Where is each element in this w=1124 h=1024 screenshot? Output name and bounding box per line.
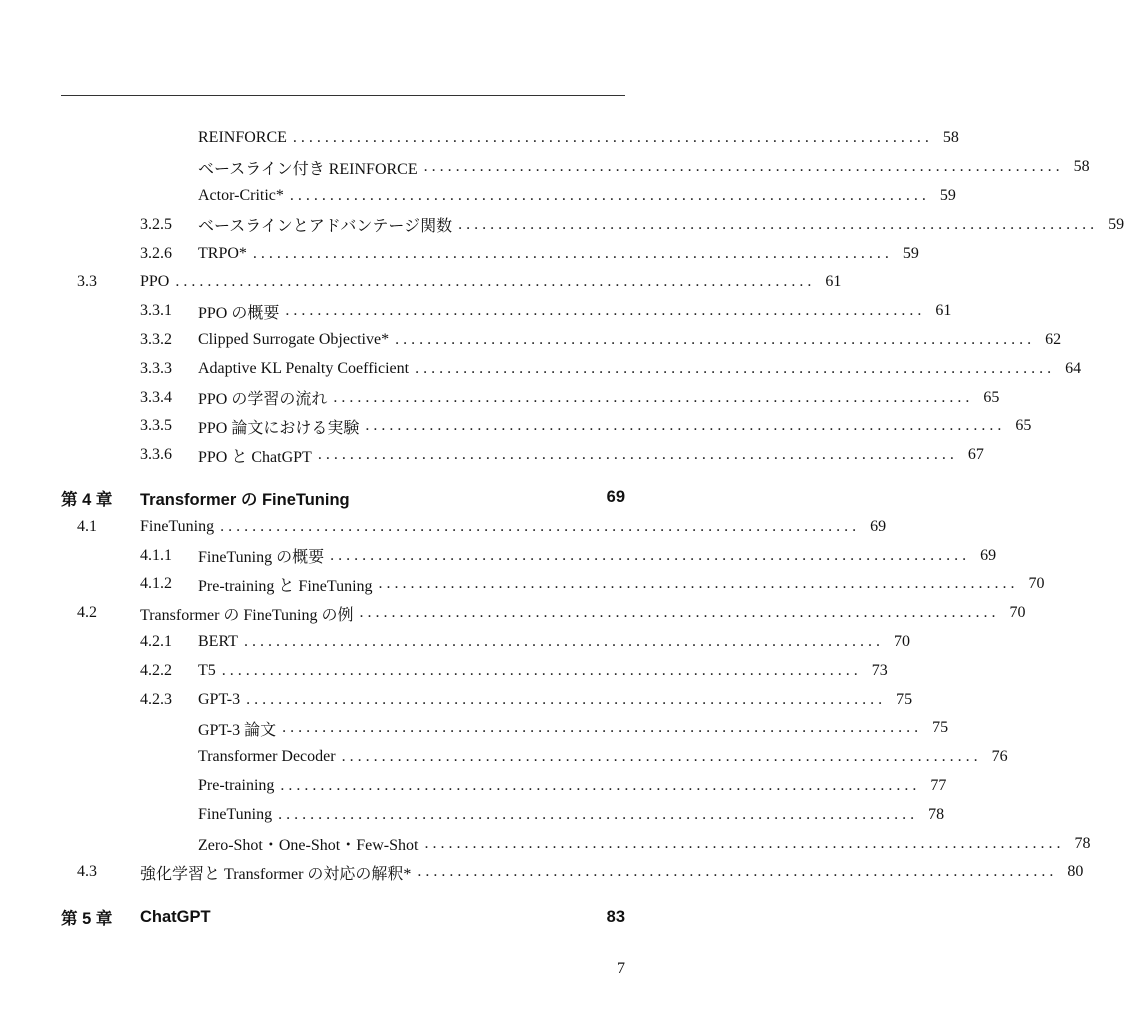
header-rule xyxy=(61,95,625,96)
toc-entry[interactable] xyxy=(61,714,949,743)
toc-entry-title: BERT xyxy=(198,632,238,650)
toc-entry-title: ChatGPT xyxy=(140,907,211,926)
toc-entry[interactable] xyxy=(61,800,945,829)
toc-entry-title: Pre-training と FineTuning xyxy=(198,577,373,595)
toc-entry-number: 3.2.5 xyxy=(140,215,172,233)
toc-entry-page: 64 xyxy=(1065,359,1082,377)
toc-entry-number: 第 5 章 xyxy=(61,910,113,929)
dot-leader: . . . . . . . . . . . . . . . . . . . . . . . . . . . . . . . . . . . . . . . . . . . . . . . . . . . . . . . . . . . . . . . . . . . . . . . . . . . . . . . . xyxy=(252,244,889,262)
toc-entry-page: 65 xyxy=(983,388,1000,406)
dot-leader: . . . . . . . . . . . . . . . . . . . . . . . . . . . . . . . . . . . . . . . . . . . . . . . . . . . . . . . . . . . . . . . . . . . . . . . . . . . . . . . . xyxy=(285,302,922,320)
toc-entry[interactable] xyxy=(61,441,984,470)
dot-leader: . . . . . . . . . . . . . . . . . . . . . . . . . . . . . . . . . . . . . . . . . . . . . . . . . . . . . . . . . . . . . . . . . . . . . . . . . . . . . . . . xyxy=(423,158,1060,176)
toc-entry-title: PPO の学習の流れ xyxy=(198,391,328,409)
dot-leader: . . . . . . . . . . . . . . . . . . . . . . . . . . . . . . . . . . . . . . . . . . . . . . . . . . . . . . . . . . . . . . . . . . . . . . . . . . . . . . . . xyxy=(341,748,978,766)
toc-entry-number: 4.2.3 xyxy=(140,690,172,708)
toc-entry-page: 58 xyxy=(1073,158,1090,176)
toc-entry-page: 62 xyxy=(1045,330,1062,348)
toc-entry-number: 4.1.1 xyxy=(140,546,172,564)
dot-leader: . . . . . . . . . . . . . . . . . . . . . . . . . . . . . . . . . . . . . . . . . . . . . . . . . . . . . . . . . . . . . . . . . . . . . . . . . . . . . . . . xyxy=(221,661,858,679)
toc-entry-page: 73 xyxy=(871,661,888,679)
toc-entry-page: 58 xyxy=(942,129,959,147)
toc-entry-number: 4.1.2 xyxy=(140,575,172,593)
toc-entry-page: 75 xyxy=(932,719,949,737)
toc-entry-title: Adaptive KL Penalty Coefficient xyxy=(198,359,410,377)
toc-entry-page: 70 xyxy=(1009,604,1026,622)
toc-entry-title: Transformer の FineTuning の例 xyxy=(140,606,354,624)
toc-entry[interactable] xyxy=(61,210,1124,239)
toc-entry-page: 61 xyxy=(825,273,842,291)
toc-entry[interactable] xyxy=(61,656,888,685)
toc-entry-title: Transformer の FineTuning xyxy=(140,490,350,509)
toc-entry-page: 65 xyxy=(1015,417,1032,435)
toc-entry-title: ベースライン付き REINFORCE xyxy=(198,160,418,178)
dot-leader: . . . . . . . . . . . . . . . . . . . . . . . . . . . . . . . . . . . . . . . . . . . . . . . . . . . . . . . . . . . . . . . . . . . . . . . . . . . . . . . . xyxy=(292,129,929,147)
dot-leader: . . . . . . . . . . . . . . . . . . . . . . . . . . . . . . . . . . . . . . . . . . . . . . . . . . . . . . . . . . . . . . . . . . . . . . . . . . . . . . . . xyxy=(424,834,1061,852)
table-of-contents xyxy=(61,124,1124,932)
dot-leader: . . . . . . . . . . . . . . . . . . . . . . . . . . . . . . . . . . . . . . . . . . . . . . . . . . . . . . . . . . . . . . . . . . . . . . . . . . . . . . . . xyxy=(365,417,1002,435)
toc-entry-number: 4.1 xyxy=(77,517,97,535)
toc-entry[interactable] xyxy=(61,124,959,153)
toc-entry-title: PPO xyxy=(140,273,170,291)
toc-entry-title: T5 xyxy=(198,661,216,679)
dot-leader: . . . . . . . . . . . . . . . . . . . . . . . . . . . . . . . . . . . . . . . . . . . . . . . . . . . . . . . . . . . . . . . . . . . . . . . . . . . . . . . . xyxy=(280,776,917,794)
toc-entry-number: 第 4 章 xyxy=(61,490,113,509)
toc-entry-title: FineTuning xyxy=(198,805,273,823)
toc-entry-number: 4.3 xyxy=(77,863,97,881)
toc-entry[interactable] xyxy=(61,858,1084,887)
toc-entry[interactable] xyxy=(61,153,1090,182)
toc-entry-page: 76 xyxy=(991,748,1008,766)
toc-chapter-entry[interactable] xyxy=(61,903,625,932)
toc-entry-title: GPT-3 xyxy=(198,690,241,708)
toc-entry[interactable] xyxy=(61,239,919,268)
toc-entry[interactable] xyxy=(61,772,947,801)
dot-leader: . . . . . . . . . . . . . . . . . . . . . . . . . . . . . . . . . . . . . . . . . . . . . . . . . . . . . . . . . . . . . . . . . . . . . . . . . . . . . . . . xyxy=(330,546,967,564)
toc-entry-page: 80 xyxy=(1067,863,1084,881)
dot-leader: . . . . . . . . . . . . . . . . . . . . . . . . . . . . . . . . . . . . . . . . . . . . . . . . . . . . . . . . . . . . . . . . . . . . . . . . . . . . . . . . xyxy=(317,446,954,464)
toc-entry-page: 78 xyxy=(928,805,945,823)
dot-leader: . . . . . . . . . . . . . . . . . . . . . . . . . . . . . . . . . . . . . . . . . . . . . . . . . . . . . . . . . . . . . . . . . . . . . . . . . . . . . . . . xyxy=(359,604,996,622)
toc-entry-number: 3.3.6 xyxy=(140,446,172,464)
toc-entry-number: 4.2.2 xyxy=(140,661,172,679)
dot-leader: . . . . . . . . . . . . . . . . . . . . . . . . . . . . . . . . . . . . . . . . . . . . . . . . . . . . . . . . . . . . . . . . . . . . . . . . . . . . . . . . xyxy=(289,186,926,204)
dot-leader: . . . . . . . . . . . . . . . . . . . . . . . . . . . . . . . . . . . . . . . . . . . . . . . . . . . . . . . . . . . . . . . . . . . . . . . . . . . . . . . . xyxy=(278,805,915,823)
toc-entry-number: 3.3 xyxy=(77,273,97,291)
dot-leader: . . . . . . . . . . . . . . . . . . . . . . . . . . . . . . . . . . . . . . . . . . . . . . . . . . . . . . . . . . . . . . . . . . . . . . . . . . . . . . . . xyxy=(333,388,970,406)
toc-entry-number: 4.2 xyxy=(77,604,97,622)
toc-entry[interactable] xyxy=(61,512,887,541)
toc-entry-number: 3.3.4 xyxy=(140,388,172,406)
dot-leader: . . . . . . . . . . . . . . . . . . . . . . . . . . . . . . . . . . . . . . . . . . . . . . . . . . . . . . . . . . . . . . . . . . . . . . . . . . . . . . . . xyxy=(415,359,1052,377)
dot-leader: . . . . . . . . . . . . . . . . . . . . . . . . . . . . . . . . . . . . . . . . . . . . . . . . . . . . . . . . . . . . . . . . . . . . . . . . . . . . . . . . xyxy=(378,575,1015,593)
toc-entry[interactable] xyxy=(61,628,910,657)
toc-entry-page: 83 xyxy=(606,907,625,926)
toc-entry-page: 75 xyxy=(896,690,913,708)
dot-leader: . . . . . . . . . . . . . . . . . . . . . . . . . . . . . . . . . . . . . . . . . . . . . . . . . . . . . . . . . . . . . . . . . . . . . . . . . . . . . . . . xyxy=(458,215,1095,233)
page-number: 7 xyxy=(617,960,625,977)
toc-entry[interactable] xyxy=(61,182,956,211)
dot-leader: . . . . . . . . . . . . . . . . . . . . . . . . . . . . . . . . . . . . . . . . . . . . . . . . . . . . . . . . . . . . . . . . . . . . . . . . . . . . . . . . xyxy=(243,632,880,650)
toc-entry[interactable] xyxy=(61,326,1062,355)
toc-entry-title: TRPO* xyxy=(198,244,247,262)
toc-entry-title: PPO と ChatGPT xyxy=(198,448,312,466)
toc-entry[interactable] xyxy=(61,685,913,714)
toc-entry-title: Actor-Critic* xyxy=(198,186,284,204)
toc-entry-title: PPO 論文における実験 xyxy=(198,419,360,437)
toc-entry-number: 3.2.6 xyxy=(140,244,172,262)
dot-leader: . . . . . . . . . . . . . . . . . . . . . . . . . . . . . . . . . . . . . . . . . . . . . . . . . . . . . . . . . . . . . . . . . . . . . . . . . . . . . . . . xyxy=(220,517,857,535)
toc-entry-title: Transformer Decoder xyxy=(198,748,336,766)
toc-entry-page: 59 xyxy=(1108,215,1124,233)
toc-entry-page: 59 xyxy=(939,186,956,204)
toc-entry-page: 69 xyxy=(870,517,887,535)
toc-entry-page: 69 xyxy=(606,488,625,507)
toc-entry-page: 78 xyxy=(1074,834,1091,852)
toc-entry-title: ベースラインとアドバンテージ関数 xyxy=(198,218,453,236)
dot-leader: . . . . . . . . . . . . . . . . . . . . . . . . . . . . . . . . . . . . . . . . . . . . . . . . . . . . . . . . . . . . . . . . . . . . . . . . . . . . . . . . xyxy=(395,330,1032,348)
toc-entry-number: 3.3.5 xyxy=(140,417,172,435)
toc-entry-number: 3.3.3 xyxy=(140,359,172,377)
toc-entry[interactable] xyxy=(61,829,1091,858)
toc-entry-page: 61 xyxy=(935,302,952,320)
toc-entry-number: 3.3.2 xyxy=(140,330,172,348)
toc-entry[interactable] xyxy=(61,570,1045,599)
toc-entry[interactable] xyxy=(61,412,1032,441)
toc-entry[interactable] xyxy=(61,383,1000,412)
toc-entry-page: 59 xyxy=(902,244,919,262)
toc-entry-title: REINFORCE xyxy=(198,129,287,147)
toc-entry-title: 強化学習と Transformer の対応の解釈* xyxy=(140,865,412,883)
toc-entry-number: 3.3.1 xyxy=(140,302,172,320)
toc-entry-title: PPO の概要 xyxy=(198,304,280,322)
dot-leader: . . . . . . . . . . . . . . . . . . . . . . . . . . . . . . . . . . . . . . . . . . . . . . . . . . . . . . . . . . . . . . . . . . . . . . . . . . . . . . . . xyxy=(246,690,883,708)
dot-leader: . . . . . . . . . . . . . . . . . . . . . . . . . . . . . . . . . . . . . . . . . . . . . . . . . . . . . . . . . . . . . . . . . . . . . . . . . . . . . . . . xyxy=(282,719,919,737)
toc-entry[interactable] xyxy=(61,354,1082,383)
toc-entry-page: 77 xyxy=(930,776,947,794)
toc-entry-title: Zero-Shot・One-Shot・Few-Shot xyxy=(198,837,419,855)
toc-entry-number: 4.2.1 xyxy=(140,632,172,650)
toc-entry-page: 67 xyxy=(967,446,984,464)
toc-entry-page: 70 xyxy=(1028,575,1045,593)
toc-entry[interactable] xyxy=(61,297,952,326)
toc-entry-title: FineTuning xyxy=(140,517,215,535)
toc-entry[interactable] xyxy=(61,268,842,297)
toc-entry[interactable] xyxy=(61,743,1008,772)
toc-entry-title: FineTuning の概要 xyxy=(198,549,325,567)
toc-chapter-entry[interactable] xyxy=(61,484,625,513)
toc-entry[interactable] xyxy=(61,541,997,570)
toc-entry[interactable] xyxy=(61,599,1026,628)
toc-entry-page: 69 xyxy=(980,546,997,564)
toc-entry-title: Clipped Surrogate Objective* xyxy=(198,330,390,348)
toc-entry-title: GPT-3 論文 xyxy=(198,721,277,739)
toc-entry-page: 70 xyxy=(893,632,910,650)
dot-leader: . . . . . . . . . . . . . . . . . . . . . . . . . . . . . . . . . . . . . . . . . . . . . . . . . . . . . . . . . . . . . . . . . . . . . . . . . . . . . . . . xyxy=(175,273,812,291)
toc-entry-title: Pre-training xyxy=(198,776,275,794)
dot-leader: . . . . . . . . . . . . . . . . . . . . . . . . . . . . . . . . . . . . . . . . . . . . . . . . . . . . . . . . . . . . . . . . . . . . . . . . . . . . . . . . xyxy=(417,863,1054,881)
